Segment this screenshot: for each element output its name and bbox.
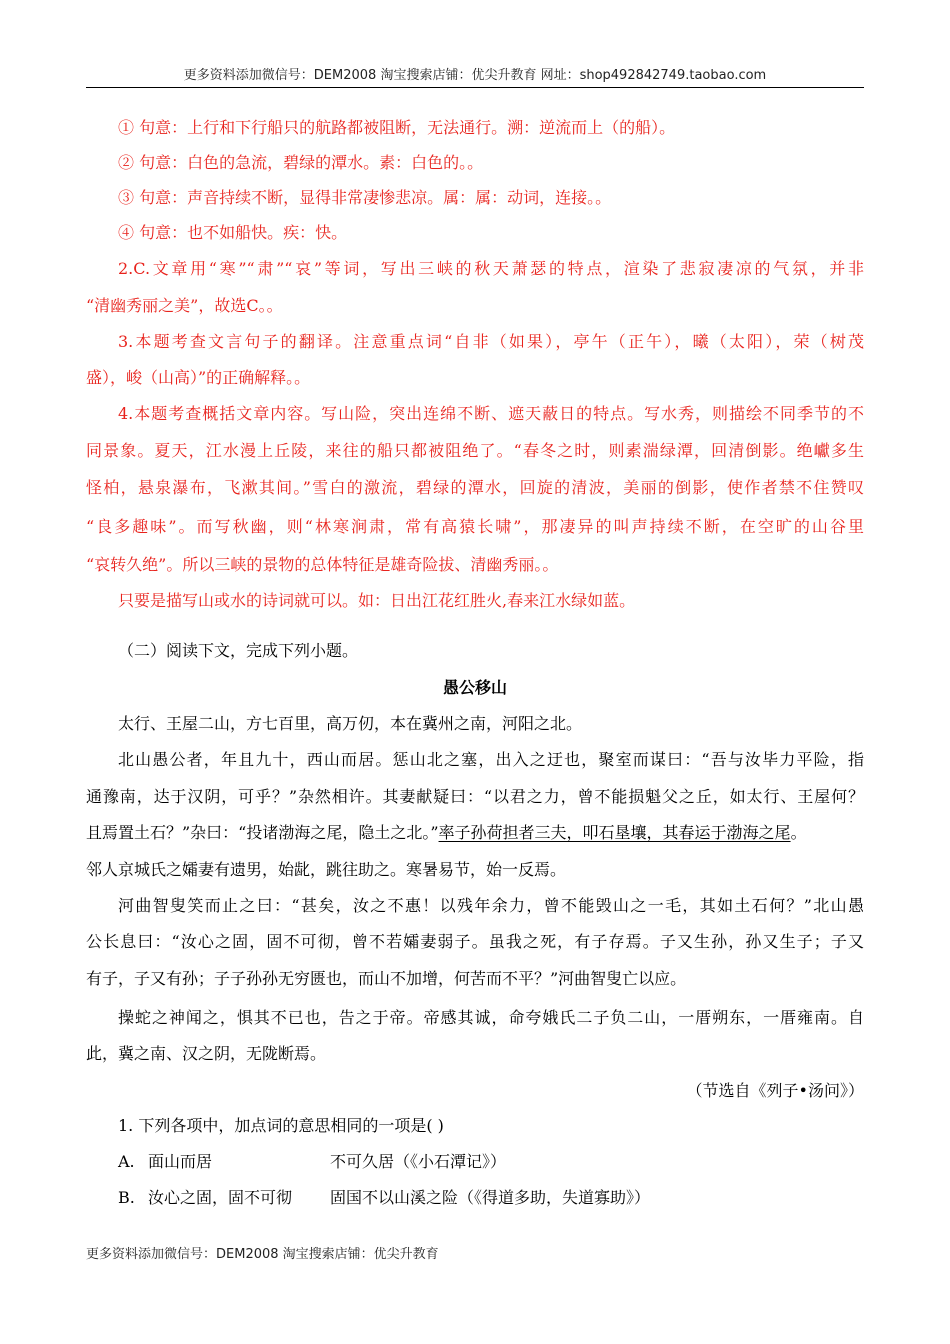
passage-line: 有子，子又有孙；子子孙孙无穷匮也，而山不加增，何苦而不平？”河曲智叟亡以应。 bbox=[86, 969, 687, 988]
answer-line: “良多趣味”。而写秋幽，则“林寒涧肃，常有高猿长啸”，那凄异的叫声持续不断，在空旷的山谷里 bbox=[86, 517, 864, 536]
page-header: 更多资料添加微信号：DEM2008 淘宝搜索店铺：优尖升教育 网址：shop492842749.taobao.com bbox=[183, 68, 767, 83]
passage-text: 且焉置土石？”杂曰：“投诸渤海之尾，隐土之北。” bbox=[86, 823, 439, 842]
option-text: 不可久 bbox=[330, 1152, 379, 1171]
underlined-sentence: 率子孙荷担者三夫，叩石垦壤，其春运于渤海之尾 bbox=[438, 823, 791, 842]
answer-line: 同景象。夏天，江水漫上丘陵，来往的船只都被阻绝了。“春冬之时，则素湍绿潭，回清倒影。绝巘多生 bbox=[86, 441, 864, 460]
passage-line: 通豫南，达于汉阴，可乎？”杂然相许。其妻献疑曰：“以君之力，曾不能损魁父之丘，如太行、王屋何？ bbox=[86, 787, 864, 806]
answer-line: 3.本题考查文言句子的翻译。注意重点词“自非（如果），亭午（正午），曦（太阳），荣（树茂 bbox=[118, 332, 864, 351]
answer-line: ② 句意：白色的急流，碧绿的潭水。素：白色的。。 bbox=[118, 153, 484, 172]
answer-line: “哀转久绝”。所以三峡的景物的总体特征是雄奇险拔、清幽秀丽。。 bbox=[86, 555, 559, 574]
option-text: 面山而 bbox=[148, 1152, 197, 1171]
answer-line: ③ 句意：声音持续不断，显得非常凄惨悲凉。属：属：动词，连接。。 bbox=[118, 188, 612, 207]
option-right bbox=[330, 1144, 506, 1180]
page-footer: 更多资料添加微信号：DEM2008 淘宝搜索店铺：优尖升教育 bbox=[86, 1247, 439, 1262]
passage-text: 。 bbox=[790, 823, 807, 842]
answer-line: 怪柏，悬泉瀑布，飞漱其间。”雪白的激流，碧绿的潭水，回旋的清波，美丽的倒影，使作者禁不住赞叹 bbox=[86, 478, 864, 497]
passage-line: 操蛇之神闻之，惧其不已也，告之于帝。帝感其诚，命夸娥氏二子负二山，一厝朔东，一厝雍南。自 bbox=[118, 1008, 864, 1027]
answer-line: “清幽秀丽之美”，故选C。。 bbox=[86, 296, 283, 315]
dotted-word: 固 bbox=[330, 1188, 347, 1207]
passage-line: 此，冀之南、汉之阴，无陇断焉。 bbox=[86, 1044, 327, 1063]
passage-line: 邻人京城氏之孀妻有遗男，始龀，跳往助之。寒暑易节，始一反焉。 bbox=[86, 860, 567, 879]
answer-line: 4.本题考查概括文章内容。写山险，突出连绵不断、遮天蔽日的特点。写水秀，则描绘不同季节的不 bbox=[118, 404, 864, 423]
dotted-word: 居 bbox=[378, 1152, 395, 1171]
option-text: （《小石潭记》） bbox=[394, 1152, 507, 1171]
passage-line: 太行、王屋二山，方七百里，高万仞，本在冀州之南，河阳之北。 bbox=[118, 714, 583, 733]
question-stem: 1. 下列各项中，加点词的意思相同的一项是( ) bbox=[118, 1116, 444, 1135]
answer-line: 只要是描写山或水的诗词就可以。如：日出江花红胜火,春来江水绿如蓝。 bbox=[118, 591, 636, 610]
passage-title: 愚公移山 bbox=[442, 678, 507, 697]
option-left bbox=[148, 1180, 292, 1216]
option-text: 国不以山溪之险（《得道多助，失道寡助》） bbox=[346, 1188, 651, 1207]
passage-line: 公长息曰：“汝心之固，固不可彻，曾不若孀妻弱子。虽我之死，有子存焉。子又生孙，孙又生子；子又 bbox=[86, 932, 864, 951]
option-right bbox=[330, 1180, 650, 1216]
header-divider bbox=[86, 87, 864, 88]
dotted-word: 固 bbox=[196, 1188, 213, 1207]
option-text: ，固不可彻 bbox=[212, 1188, 293, 1207]
option-label: B. bbox=[118, 1188, 135, 1207]
answer-line: ① 句意：上行和下行船只的航路都被阻断，无法通行。溯：逆流而上（的船）。 bbox=[118, 118, 676, 137]
passage-line: 河曲智叟笑而止之曰：“甚矣，汝之不惠！以残年余力，曾不能毁山之一毛，其如土石何？”北山愚 bbox=[118, 896, 864, 915]
option-label: A. bbox=[118, 1152, 135, 1171]
passage-source: （节选自《列子•汤问》） bbox=[686, 1081, 864, 1100]
passage-line bbox=[86, 815, 864, 851]
dotted-word: 居 bbox=[196, 1152, 213, 1171]
answer-line: 盛），峻（山高）”的正确解释。。 bbox=[86, 368, 311, 387]
answer-line: 2.C.文章用“寒”“肃”“哀”等词，写出三峡的秋天萧瑟的特点，渲染了悲寂凄凉的气氛，并非 bbox=[118, 259, 864, 278]
passage-line: 北山愚公者，年且九十，西山而居。惩山北之塞，出入之迂也，聚室而谋曰：“吾与汝毕力平险，指 bbox=[118, 750, 864, 769]
option-text: 汝心之 bbox=[148, 1188, 197, 1207]
answer-line: ④ 句意：也不如船快。疾：快。 bbox=[118, 223, 348, 242]
section-intro: （二）阅读下文，完成下列小题。 bbox=[118, 641, 359, 660]
